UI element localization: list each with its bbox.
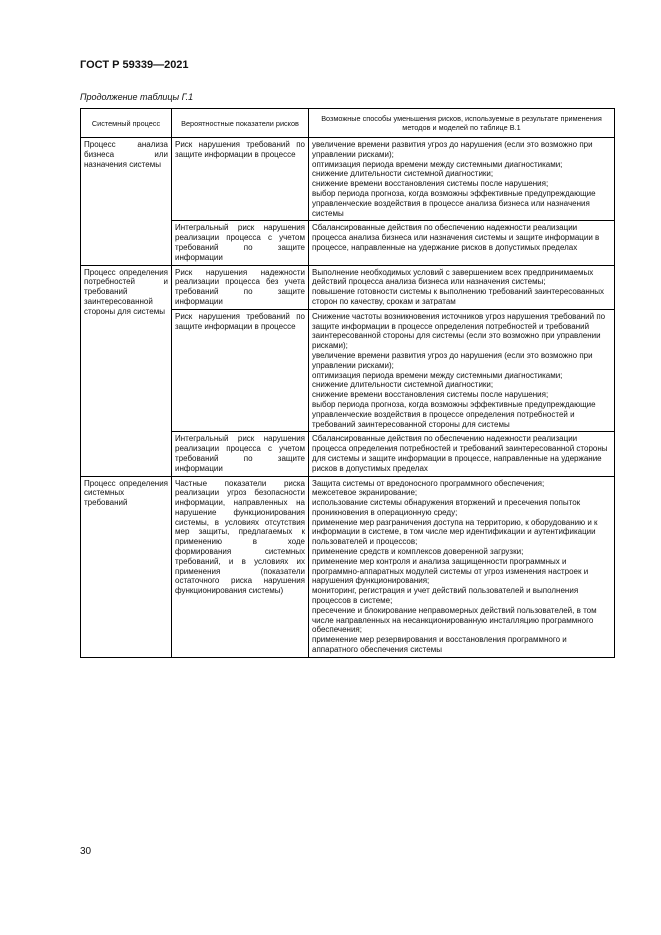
table-row	[81, 476, 615, 657]
indicator-cell: Интегральный риск нарушения реализации процесса с учетом требований по защите информации	[172, 432, 309, 476]
process-cell: Процесс определения потребностей и требований заинтересованной стороны для системы	[81, 265, 172, 476]
page-number: 30	[80, 846, 92, 857]
column-header-methods: Возможные способы уменьшения рисков, используемые в результате применения методов и моделей по таблице В.1	[309, 109, 615, 138]
methods-cell: Снижение частоты возникновения источников угроз нарушения требований по защите информации в процессе определения потребностей и требований заинтересованной стороны для системы (если это возможно при управлении рисками); увеличение времени развития угроз до нарушения (если это возможно при управлении рисками); оптимизация периода времени между системными диагностиками; снижение длительности системной диагностики; снижение времени восстановления системы после нарушения; выбор периода прогноза, когда возможны эффективные предупреждающие управленческие воздействия в процессе определения потребностей и требований заинтересованной стороны для системы	[309, 309, 615, 432]
standard-header: ГОСТ Р 59339—2021	[80, 59, 189, 71]
table-header-row	[81, 109, 615, 138]
column-header-indicators: Вероятностные показатели рисков	[172, 109, 309, 138]
methods-cell: Выполнение необходимых условий с завершением всех предпринимаемых действий процесса анализа бизнеса или назначения системы; повышение готовности системы к выполнению требований заинтересованных сторон по качеству, срокам и затратам	[309, 265, 615, 309]
indicator-cell: Риск нарушения надежности реализации процесса без учета требований по защите информации	[172, 265, 309, 309]
table-row	[81, 265, 615, 309]
indicator-cell: Риск нарушения требований по защите информации в процессе	[172, 138, 309, 221]
risk-table	[80, 108, 615, 658]
indicator-cell: Интегральный риск нарушения реализации процесса с учетом требований по защите информации	[172, 221, 309, 265]
column-header-process: Системный процесс	[81, 109, 172, 138]
indicator-cell: Частные показатели риска реализации угроз безопасности информации, направленных на нарушение функционирования системы, в условиях отсутствия мер защиты, предлагаемых к применению в ходе формирования системных требований, и в условиях их применения (показатели остаточного риска нарушения функционирования системы)	[172, 476, 309, 657]
process-cell: Процесс определения системных требований	[81, 476, 172, 657]
methods-cell: увеличение времени развития угроз до нарушения (если это возможно при управлении рисками); оптимизация периода времени между системными диагностиками; снижение длительности системной диагностики; снижение времени восстановления системы после нарушения; выбор периода прогноза, когда возможны эффективные предупреждающие управленческие воздействия в процессе анализа бизнеса или назначения системы	[309, 138, 615, 221]
methods-cell: Защита системы от вредоносного программного обеспечения; межсетевое экранирование; использование системы обнаружения вторжений и пресечения попыток проникновения в операционную среду; применение мер разграничения доступа на территорию, к оборудованию и к информации в системе, в том числе мер идентификации и аутентификации пользователей и процессов; применение средств и комплексов доверенной загрузки; применение мер контроля и анализа защищенности программных и программно-аппаратных модулей системы от угроз изменения настроек и нарушения функционирования; мониторинг, регистрация и учет действий пользователей и выполнения процессов в системе; пресечение и блокирование неправомерных действий пользователей, в том числе направленных на несанкционированную инсталляцию программного обеспечения; применение мер резервирования и восстановления программного и аппаратного обеспечения системы	[309, 476, 615, 657]
methods-cell: Сбалансированные действия по обеспечению надежности реализации процесса анализа бизнеса или назначения системы и защите информации в процессе, направленные на удержание рисков в допустимых пределах	[309, 221, 615, 265]
process-cell: Процесс анализа бизнеса или назначения системы	[81, 138, 172, 266]
table-continuation-caption: Продолжение таблицы Г.1	[80, 92, 194, 102]
indicator-cell: Риск нарушения требований по защите информации в процессе	[172, 309, 309, 432]
table-row	[81, 138, 615, 221]
methods-cell: Сбалансированные действия по обеспечению надежности реализации процесса определения потребностей и требований заинтересованной стороны для системы и защите информации в процессе, направленные на удержание рисков в допустимых пределах	[309, 432, 615, 476]
